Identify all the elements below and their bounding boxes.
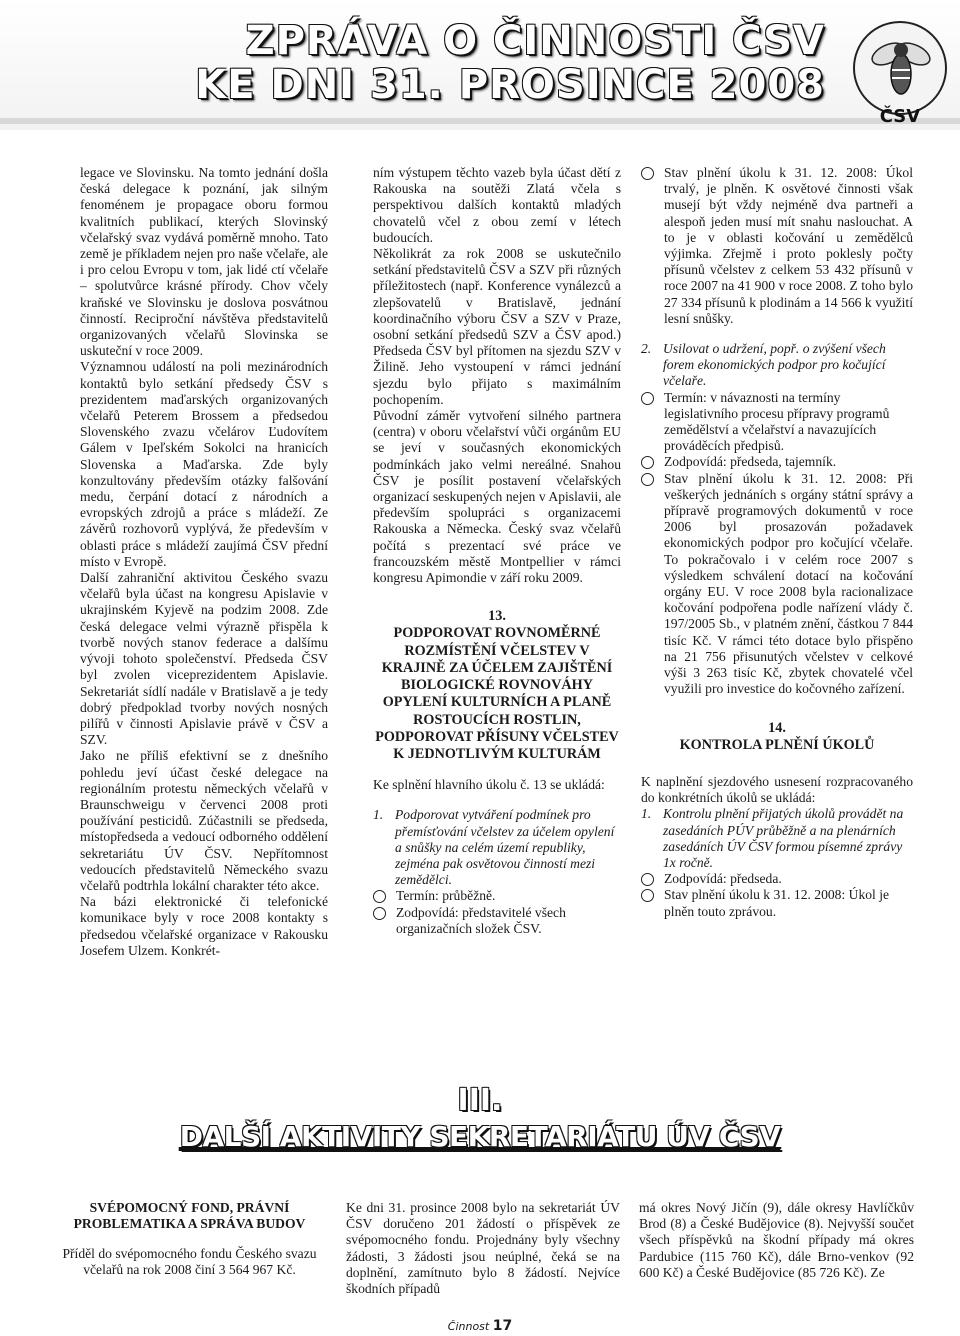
paragraph: Významnou událostí na poli mezinárodních kontaktů bylo setkání předsedy ČSV s prezidentem maďarských organizovaných včelařů Peterem Brossem a předsedou Slovenského zvazu včelárov Ľudovítem Gálem v Ipeľském Sokolci na hranicích Slovenska a Maďarska. Zde byly konzultovány především otázky falšování medu, čerpání dotací z národních a evropských zdrojů a práce s mládeží. Ze závěrů rozhovorů vyplývá, že především v oblasti práce s mládeží zaujímá ČSV přední místo v Evropě. (80, 359, 328, 569)
numbered-item (641, 341, 913, 390)
header-rule (0, 118, 960, 124)
circle-bullet-icon (641, 456, 654, 469)
item-text: Stav plnění úkolu k 31. 12. 2008: Úkol je plněn touto zprávou. (664, 887, 890, 919)
paragraph: legace ve Slovinsku. Na tomto jednání došla česká delegace k poznání, jak silným fenoménem je propagace oboru formou kvalitních publikací, kterých Slovinský včelařský svaz vydává poměrně mnoho. Tato země je příkladem nejen pro naše včelaře, ale i pro celou Evropu v tom, jak lidé ctí včelaře – spolutvůrce krásné přírody. Chov včely kraňské ve Slovinsku je doslova posvátnou činností. Reciproční návštěva představitelů organizovaných včelařů Slovinska se uskuteční v roce 2009. (80, 165, 328, 359)
csv-bee-logo-icon (838, 18, 956, 130)
numbered-item (641, 806, 913, 871)
paragraph: Několikrát za rok 2008 se uskutečnilo setkání představitelů ČSV a SZV při různých příležitostech (např. Konference vynálezců a zlepšovatelů v Bratislavě, jednání koordinačního výboru ČSV a SZV v Praze, osobní setkání předsedů SZV a ČSV apod.) Předseda ČSV byl přítomen na sjezdu SZV v Žilině. Jeho vystoupení v rámci jednání sjezdu bylo přijato s maximálním pochopením. (373, 246, 621, 407)
circle-bullet-icon (641, 889, 654, 902)
item-text: Zodpovídá: představitelé všech organizačních složek ČSV. (396, 904, 566, 936)
circle-bullet-icon (641, 473, 654, 486)
paragraph: Na bázi elektronické či telefonické komunikace byly v roce 2008 kontakty s předsedou včelařské organizace v Rakousku Josefem Ulzem. Konkrét- (80, 894, 328, 958)
bullet-item (641, 471, 913, 698)
bottom-column-3 (639, 1200, 914, 1281)
circle-bullet-icon (641, 873, 654, 886)
logo-text: ČSV (879, 106, 921, 127)
column-3 (641, 165, 913, 920)
section-3-heading (0, 1083, 960, 1155)
page-title-line-2: KE DNI 31. PROSINCE 2008 (195, 62, 825, 108)
bullet-item (373, 888, 621, 904)
page-footer (0, 1318, 960, 1334)
paragraph: Příděl do svépomocného fondu Českého svazu včelařů na rok 2008 činí 3 564 967 Kč. (62, 1246, 317, 1278)
column-2 (373, 165, 621, 937)
section-14-title: KONTROLA PLNĚNÍ ÚKOLŮ (679, 736, 875, 753)
circle-bullet-icon (373, 907, 386, 920)
section-13-title: PODPOROVAT ROVNOMĚRNÉ ROZMÍSTĚNÍ VČELSTEV V KRAJINĚ ZA ÚČELEM ZAJIŠTĚNÍ BIOLOGICKÉ ROVNOVÁHY OPYLENÍ KULTURNÍCH A PLANĚ ROSTOUCÍCH ROSTLIN, PODPOROVAT PŘÍSUNY VČELSTEV K JEDNOTLIVÝM KULTURÁM (375, 625, 619, 762)
footer-label: Činnost (447, 1320, 490, 1333)
item-number: 1. (373, 807, 384, 823)
bullet-item (641, 454, 913, 470)
bullet-item (641, 871, 913, 887)
bottom-column-2 (346, 1200, 620, 1297)
item-text: Usilovat o udržení, popř. o zvýšení všech forem ekonomických podpor pro kočující včelaře. (663, 341, 886, 389)
fund-section-title: SVÉPOMOCNÝ FOND, PRÁVNÍ PROBLEMATIKA A SPRÁVA BUDOV (73, 1200, 306, 1231)
item-text: Zodpovídá: předseda. (664, 871, 782, 887)
item-text: Podporovat vytváření podmínek pro přemísťování včelstev za účelem opylení a snůšky na celém území republiky, zejména pak osvětovou činností mezi zemědělci. (395, 807, 615, 888)
circle-bullet-icon (641, 392, 654, 405)
item-number: 1. (641, 806, 652, 822)
circle-bullet-icon (641, 167, 654, 180)
section-13-number: 13. (488, 608, 506, 625)
circle-bullet-icon (373, 890, 386, 903)
item-text: Termín: průběžně. (396, 888, 496, 904)
bullet-item (641, 390, 913, 455)
paragraph: ním výstupem těchto vazeb byla účast dětí z Rakouska na soutěži Zlatá včela s perspektivou dalších kontaktů mladých chovatelů včel z obou zemí v létech budoucích. (373, 165, 621, 245)
item-number: 2. (641, 341, 652, 357)
section-3-title: DALŠÍ AKTIVITY SEKRETARIÁTU ÚV ČSV (179, 1120, 781, 1153)
bullet-item (641, 887, 913, 919)
section-3-number: III. (457, 1083, 503, 1118)
paragraph: Původní záměr vytvoření silného partnera (centra) v oboru včelařství vůči orgánům EU se jeví v současných ekonomických podmínkách jako velmi nereálné. Snahou ČSV je posílit postavení včelařských organizací seskupených nejen v Apislavii, ale především spolupráci s organizacemi Rakouska a Německa. Český svaz včelařů počítá s prezentací své práce ve francouzském městě Montpellier v rámci kongresu Apimondie v září roku 2009. (373, 408, 621, 586)
section-13-intro: Ke splnění hlavního úkolu č. 13 se ukládá: (373, 777, 605, 793)
bullet-item (373, 905, 621, 937)
item-text: Stav plnění úkolu k 31. 12. 2008: Při veškerých jednáních s orgány státní správy a přípravě programových dokumentů v roce 2006 byl prosazován požadavek ekonomických podpor pro kočující včelaře. To pokračovalo i v celém roce 2007 s výsledkem schválení dotací na kočování orgány EU. V roce 2008 byla racionalizace kočování podpořena podle nařízení vlády č. 197/2005 Sb., v platném znění, částkou 7 844 tisíc Kč. V rámci této dotace bylo přispěno na 21 756 přisunutých včelstev v celkové výši 3 263 tisíc Kč, zbytek chovatelé včel využili pro investice do kočovného zařízení. (664, 470, 913, 697)
paragraph: Další zahraniční aktivitou Českého svazu včelařů byla účast na kongresu Apislavie v ukrajinském Kyjevě na podzim 2008. Zde česká delegace velmi výrazně přispěla k tvorbě nových stanov federace a dalšímu vývoji tohoto společenství. Předseda ČSV byl zvolen viceprezidentem Apislavie. Sekretariát sídlí nadále v Bratislavě a je tedy dobrý předpoklad tvorby nových nosných pilířů v činnosti Apislavie právě v ČSV a SZV. (80, 570, 328, 748)
column-1 (80, 165, 328, 959)
section-14-number: 14. (768, 719, 786, 736)
paragraph: má okres Nový Jičín (9), dále okresy Havlíčkův Brod (8) a České Budějovice (8). Nejvyšší součet všech příspěvků na škodní případy má okres Pardubice (115 760 Kč), dále Brno-venkov (92 600 Kč) a České Budějovice (85 726 Kč). Ze (639, 1200, 914, 1280)
paragraph: Ke dni 31. prosince 2008 bylo na sekretariát ÚV ČSV doručeno 201 žádostí o příspěvek ze svépomocného fondu. Projednány byly všechny žádosti, 3 žádosti jsou neúplné, čeká se na doplnění, zamítnuto bylo 8 žádostí. Nejvíce škodních případů (346, 1200, 620, 1297)
numbered-item (373, 807, 621, 888)
item-text: Termín: v návaznosti na termíny legislativního procesu přípravy programů zemědělství a včelařství a navazujících prováděcích předpisů. (664, 389, 890, 454)
section-14-intro: K naplnění sjezdového usnesení rozpracovaného do konkrétních úkolů se ukládá: (641, 773, 913, 806)
bottom-column-1 (52, 1200, 327, 1278)
item-text: Stav plnění úkolu k 31. 12. 2008: Úkol trvalý, je plněn. K osvětové činnosti však musejí být vždy nejméně dva partneři a alespoň jeden musí mít snahu naslouchat. A to je v oblasti kočování u zemědělců výjimka. Zřejmě i proto poklesly počty přísunů včelstev z celkem 53 432 přísunů v roce 2007 na 41 900 v roce 2008. Z toho bylo 27 334 přísunů k plodinám a 14 566 k využití lesní snůšky. (664, 165, 913, 326)
paragraph: Jako ne příliš efektivní se z dnešního pohledu jeví účast české delegace na regionálním protestu německých včelařů v Braunschweigu v červenci 2008 proti používání pesticidů. Zúčastnili se předseda, místopředseda a vedoucí odborného oddělení sekretariátu ÚV ČSV. Nepřítomnost vedoucích představitelů Německého svazu včelařů podtrhla lokální charakter této akce. (80, 748, 328, 893)
page-title-line-1: ZPRÁVA O ČINNOSTI ČSV (245, 18, 825, 64)
item-text: Kontrolu plnění přijatých úkolů provádět na zasedáních PÚV průběžně a na plenárních zasedáních ÚV ČSV formou písemné zprávy 1x ročně. (663, 806, 904, 870)
page-number: 17 (492, 1318, 513, 1334)
bullet-item (641, 165, 913, 327)
item-text: Zodpovídá: předseda, tajemník. (664, 454, 837, 470)
